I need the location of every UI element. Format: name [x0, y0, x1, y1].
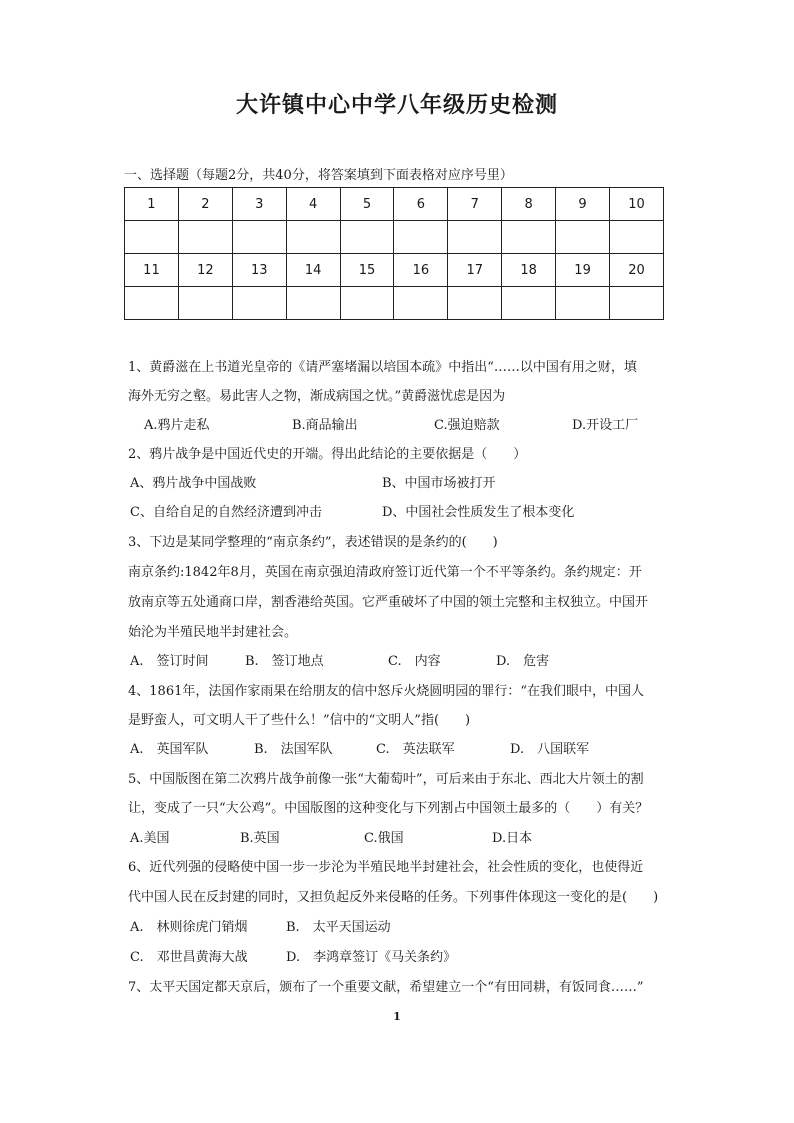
table-cell: 13: [232, 254, 286, 287]
table-cell: 15: [340, 254, 394, 287]
option-b: B. 签订地点: [245, 654, 324, 669]
answer-cell[interactable]: [125, 221, 179, 254]
answer-row: [125, 221, 664, 254]
option-a: A、鸦片战争中国战败: [130, 476, 257, 491]
table-cell: 11: [125, 254, 179, 287]
option-d: D.开设工厂: [572, 418, 639, 433]
question-3-passage: 放南京等五处通商口岸，割香港给英国。它严重破坏了中国的领土完整和主权独立。中国开: [128, 595, 649, 610]
answer-cell[interactable]: [286, 221, 340, 254]
option-b: B.商品输出: [292, 418, 358, 433]
question-6-text: 6、近代列强的侵略使中国一步一步沦为半殖民地半封建社会，社会性质的变化，也使得近: [128, 860, 644, 875]
option-c: C.强迫赔款: [434, 418, 500, 433]
option-d: D.日本: [492, 831, 533, 846]
table-cell: 9: [556, 188, 610, 221]
question-5-text: 让，变成了一只“大公鸡”。中国版图的这种变化与下列割占中国领土最多的（ ）有关？: [128, 801, 649, 816]
answer-cell[interactable]: [232, 221, 286, 254]
table-row: [125, 254, 664, 287]
table-cell: 17: [448, 254, 502, 287]
answer-cell[interactable]: [394, 221, 448, 254]
option-c: C. 英法联军: [376, 742, 455, 757]
option-a: A. 英国军队: [130, 742, 209, 757]
option-c: C、自给自足的自然经济遭到冲击: [130, 505, 322, 520]
answer-cell[interactable]: [232, 287, 286, 320]
option-c: C.俄国: [364, 831, 404, 846]
answer-cell[interactable]: [448, 221, 502, 254]
question-7-text: 7、太平天国定都天京后，颁布了一个重要文献，希望建立一个“有田同耕，有饭同食……”: [128, 980, 644, 995]
answer-cell[interactable]: [178, 221, 232, 254]
question-4-text: 是野蛮人，可文明人干了些什么！”信中的“文明人”指( ): [128, 713, 471, 728]
question-1-text: 海外无穷之壑。易此害人之物，渐成病国之忧。”黄爵滋忧虑是因为: [128, 389, 506, 404]
option-b: B. 法国军队: [254, 742, 333, 757]
answer-cell[interactable]: [502, 221, 556, 254]
answer-cell[interactable]: [610, 287, 664, 320]
option-b: B.英国: [240, 831, 280, 846]
answer-cell[interactable]: [286, 287, 340, 320]
page-title: 大许镇中心中学八年级历史检测: [235, 93, 558, 118]
question-1-text: 1、黄爵滋在上书道光皇帝的《请严塞堵漏以培国本疏》中指出“……以中国有用之财，填: [128, 360, 637, 375]
option-b: B、中国市场被打开: [382, 476, 496, 491]
option-d: D. 危害: [496, 654, 550, 669]
option-c: C. 邓世昌黄海大战: [130, 950, 248, 965]
answer-cell[interactable]: [178, 287, 232, 320]
question-3-passage: 始沦为半殖民地半封建社会。: [128, 625, 298, 640]
answer-cell[interactable]: [394, 287, 448, 320]
answer-cell[interactable]: [448, 287, 502, 320]
table-cell: 4: [286, 188, 340, 221]
table-cell: 1: [125, 188, 179, 221]
option-d: D、中国社会性质发生了根本变化: [382, 505, 575, 520]
answer-cell[interactable]: [340, 221, 394, 254]
table-cell: 2: [178, 188, 232, 221]
question-3-passage: 南京条约:1842年8月，英国在南京强迫清政府签订近代第一个不平等条约。条约规定：开: [128, 565, 642, 580]
section-heading: 一、选择题（每题2分，共40分，将答案填到下面表格对应序号里）: [124, 168, 513, 183]
table-cell: 19: [556, 254, 610, 287]
table-cell: 10: [610, 188, 664, 221]
answer-cell[interactable]: [502, 287, 556, 320]
table-cell: 12: [178, 254, 232, 287]
question-4-text: 4、1861年，法国作家雨果在给朋友的信中怒斥火烧圆明园的罪行：“在我们眼中，中国人: [128, 684, 645, 699]
option-a: A.美国: [130, 831, 170, 846]
table-row: [125, 188, 664, 221]
question-6-text: 代中国人民在反封建的同时，又担负起反外来侵略的任务。下列事件体现这一变化的是( ): [128, 890, 659, 905]
answer-table: [124, 187, 664, 320]
option-d: D. 李鸿章签订《马关条约》: [286, 950, 457, 965]
table-cell: 20: [610, 254, 664, 287]
option-b: B. 太平天国运动: [286, 920, 391, 935]
option-a: A. 签订时间: [130, 654, 209, 669]
table-cell: 16: [394, 254, 448, 287]
table-cell: 5: [340, 188, 394, 221]
answer-cell[interactable]: [556, 287, 610, 320]
table-cell: 6: [394, 188, 448, 221]
question-2-text: 2、鸦片战争是中国近代史的开端。得出此结论的主要依据是（ ）: [128, 447, 527, 462]
answer-cell[interactable]: [340, 287, 394, 320]
table-cell: 18: [502, 254, 556, 287]
option-a: A.鸦片走私: [144, 418, 210, 433]
answer-cell[interactable]: [125, 287, 179, 320]
answer-cell[interactable]: [556, 221, 610, 254]
answer-cell[interactable]: [610, 221, 664, 254]
answer-row: [125, 287, 664, 320]
question-3-text: 3、下边是某同学整理的“南京条约”，表述错误的是条约的( ): [128, 535, 498, 550]
option-d: D. 八国联军: [510, 742, 590, 757]
table-cell: 7: [448, 188, 502, 221]
option-c: C. 内容: [388, 654, 441, 669]
table-cell: 8: [502, 188, 556, 221]
table-cell: 14: [286, 254, 340, 287]
option-a: A. 林则徐虎门销烟: [130, 920, 248, 935]
table-cell: 3: [232, 188, 286, 221]
question-5-text: 5、中国版图在第二次鸦片战争前像一张“大葡萄叶”，可后来由于东北、西北大片领土的割: [128, 772, 644, 787]
page-number: 1: [393, 1010, 401, 1023]
